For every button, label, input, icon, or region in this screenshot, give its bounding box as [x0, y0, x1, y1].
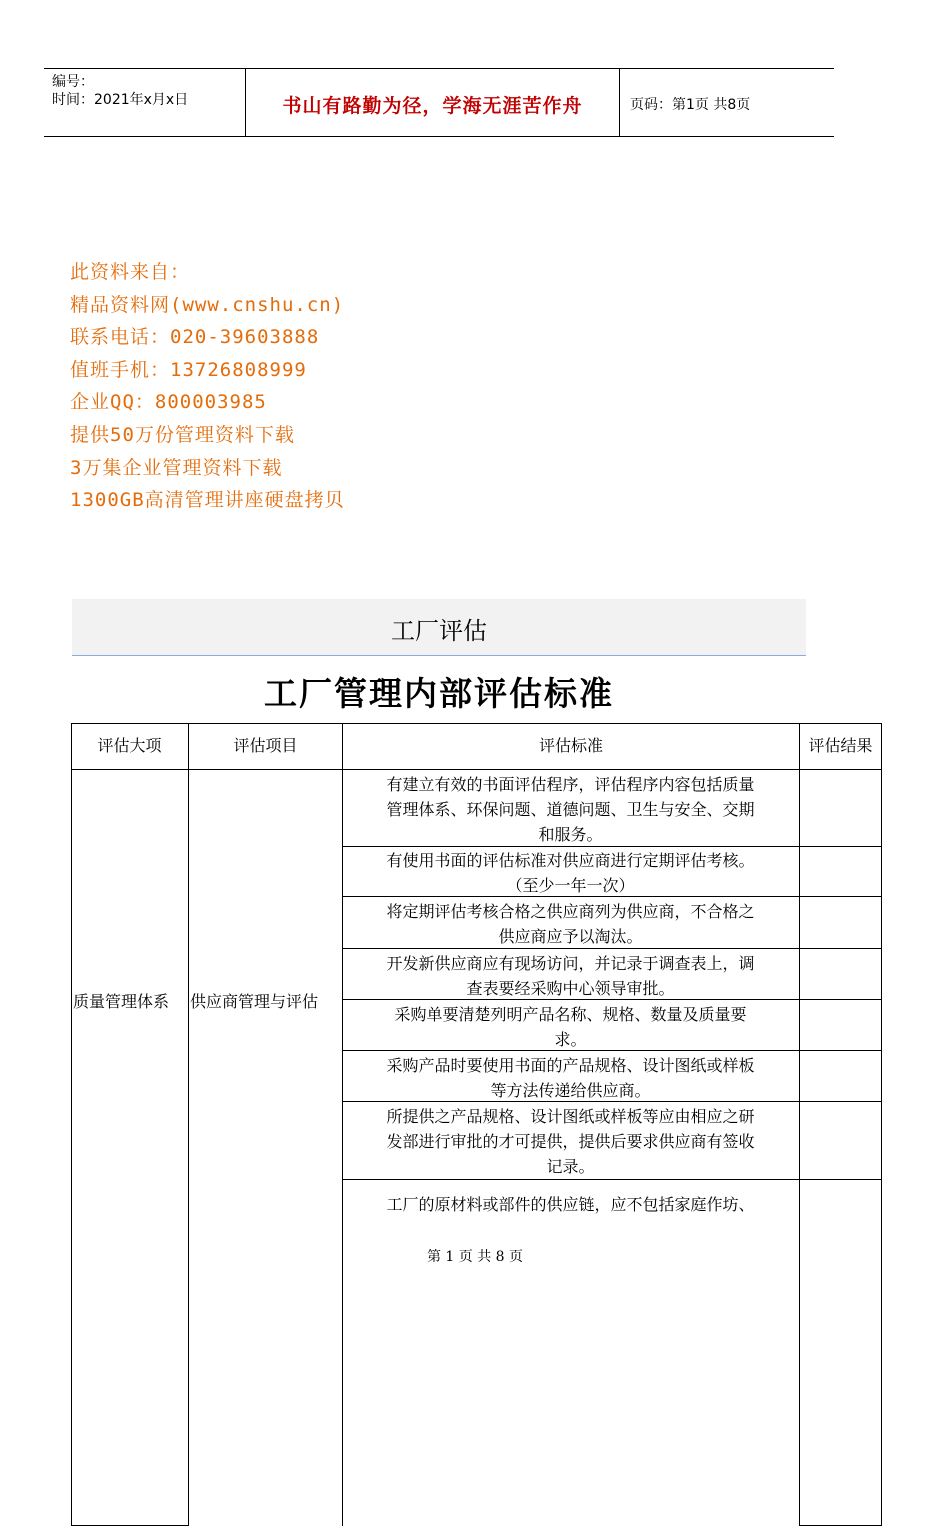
table-row: 有使用书面的评估标准对供应商进行定期评估考核。 （至少一年一次）: [386, 851, 755, 895]
table-border: [881, 723, 882, 1526]
source-line: 提供50万份管理资料下载: [70, 423, 295, 446]
table-row: 有建立有效的书面评估程序，评估程序内容包括质量 管理体系、环保问题、道德问题、卫生与安全、交期 和服务。: [386, 775, 755, 844]
source-line: 精品资料网(www.cnshu.cn): [70, 293, 345, 316]
source-line: 此资料来自：: [70, 261, 191, 283]
header-result: 评估结果: [808, 736, 873, 755]
item-cell: 供应商管理与评估: [190, 992, 319, 1011]
header-motto-cell: [246, 69, 620, 136]
source-info: [70, 256, 345, 517]
evaluation-table: [71, 723, 882, 1526]
page-footer: 第 1 页 共 8 页: [426, 1249, 524, 1265]
source-line: 联系电话：020-39603888: [70, 326, 320, 349]
table-border: [342, 999, 882, 1000]
source-line: 企业QQ：800003985: [70, 391, 267, 414]
table-row: 采购单要清楚列明产品名称、规格、数量及质量要 求。: [394, 1005, 747, 1049]
header-item: 评估项目: [233, 736, 298, 755]
category-cell: 质量管理体系: [73, 992, 170, 1011]
page-info: 页码：第1页 共8页: [630, 97, 751, 113]
header-left-cell: [44, 69, 246, 136]
number-label: 编号：: [52, 74, 94, 90]
table-border: [342, 1050, 882, 1051]
document-title: 工厂管理内部评估标准: [264, 674, 614, 713]
section-title: 工厂评估: [391, 617, 487, 645]
motto: 书山有路勤为径，学海无涯苦作舟: [282, 95, 583, 117]
table-border: [188, 723, 189, 1526]
header-page-cell: [620, 69, 834, 136]
source-line: 3万集企业管理资料下载: [70, 456, 283, 479]
section-title-bar: [72, 599, 806, 656]
table-border: [342, 896, 882, 897]
table-border: [342, 1179, 882, 1180]
table-row: 采购产品时要使用书面的产品规格、设计图纸或样板 等方法传递给供应商。: [386, 1056, 755, 1100]
table-row: 将定期评估考核合格之供应商列为供应商，不合格之 供应商应予以淘汰。: [386, 902, 755, 946]
table-row: 开发新供应商应有现场访问，并记录于调查表上，调 查表要经采购中心领导审批。: [386, 954, 755, 998]
header-category: 评估大项: [97, 736, 162, 755]
source-line: 值班手机：13726808999: [70, 358, 307, 381]
time-label: 时间：2021年x月x日: [52, 92, 189, 108]
table-border: [71, 769, 882, 770]
table-border: [71, 723, 72, 1526]
page-header: [44, 68, 834, 137]
header-standard: 评估标准: [538, 736, 603, 755]
table-border: [342, 846, 882, 847]
table-border: [342, 948, 882, 949]
table-row: 所提供之产品规格、设计图纸或样板等应由相应之研 发部进行审批的才可提供，提供后要求供应商有签收 记录。: [386, 1107, 755, 1176]
table-border: [799, 723, 800, 1526]
table-row: 工厂的原材料或部件的供应链，应不包括家庭作坊、: [386, 1195, 755, 1214]
table-border: [342, 1101, 882, 1102]
source-line: 1300GB高清管理讲座硬盘拷贝: [70, 489, 345, 512]
